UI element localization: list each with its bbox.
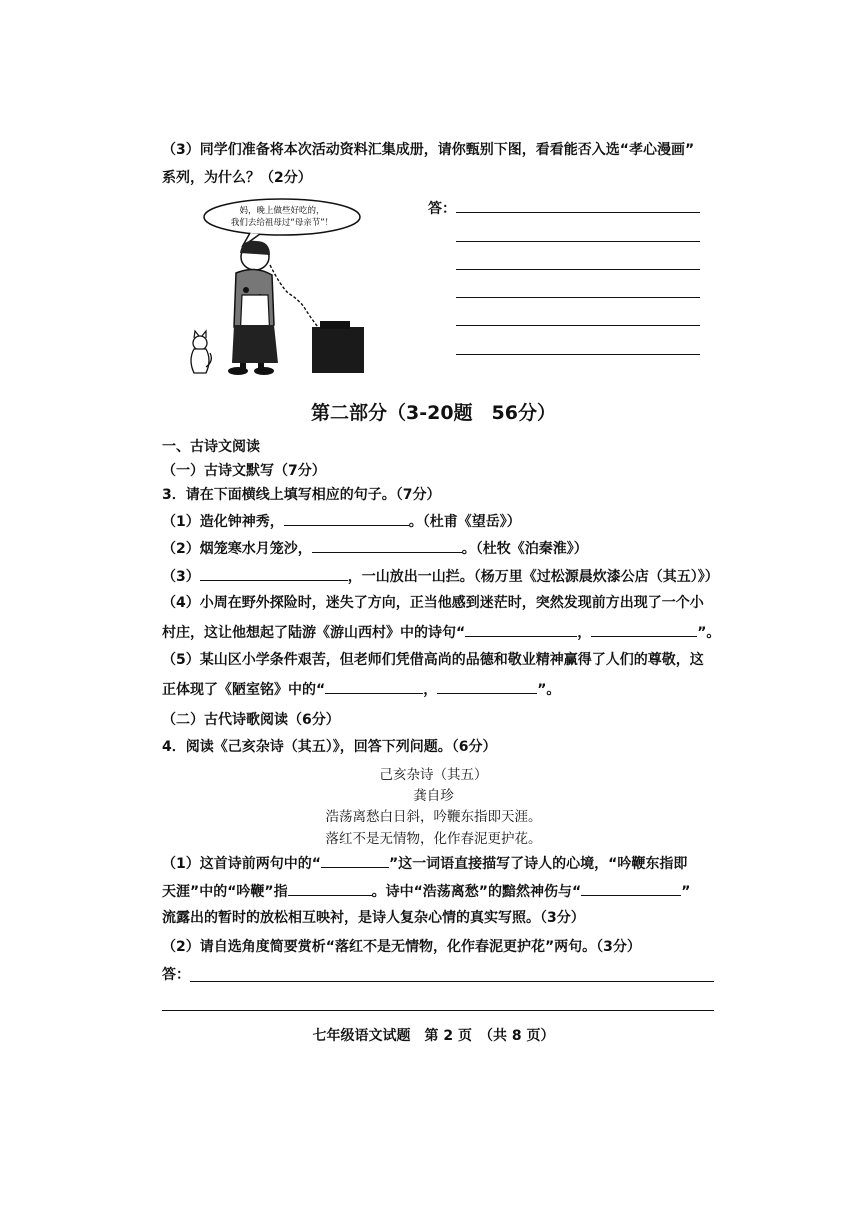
q4-p1-b: ”这一词语直接描写了诗人的心境，“吟鞭东指即 xyxy=(388,856,688,872)
q3-stem: 3．请在下面横线上填写相应的句子。（7分） xyxy=(162,487,441,503)
q4-p1-d: 。诗中“浩荡离愁”的黯然神伤与“ xyxy=(371,884,582,900)
q4-answer-label: 答： xyxy=(162,967,190,983)
item3 xyxy=(162,566,719,586)
poem-title: 己亥杂诗（其五） xyxy=(379,767,488,783)
item2-pre: （2）烟笼寒水月笼沙， xyxy=(162,541,312,557)
q4-p1-line2 xyxy=(162,881,690,901)
item5-end: ”。 xyxy=(537,682,561,698)
poem-author: 龚自珍 xyxy=(413,788,454,804)
item5-line1: （5）某山区小学条件艰苦，但老师们凭借高尚的品德和敬业精神赢得了人们的尊敬，这 xyxy=(162,652,704,668)
sub2-title: （二）古代诗歌阅读（6分） xyxy=(162,712,340,728)
part2-title: 第二部分（3-20题 56分） xyxy=(311,402,556,424)
answer-line[interactable] xyxy=(162,1010,714,1011)
blank-q4-yinbian[interactable] xyxy=(288,881,372,896)
sub1-title: （一）古诗文默写（7分） xyxy=(162,463,326,479)
poem-line2: 落红不是无情物，化作春泥更护花。 xyxy=(325,831,542,847)
q3-prompt-line2: 系列，为什么？（2分） xyxy=(162,170,312,186)
answer-line[interactable] xyxy=(190,981,714,982)
q4-p2: （2）请自选角度简要赏析“落红不是无情物，化作春泥更护花”两句。（3分） xyxy=(162,939,641,955)
q4-p1-line1 xyxy=(162,853,687,873)
q4-stem: 4．阅读《己亥杂诗（其五）》，回答下列问题。（6分） xyxy=(162,739,497,755)
answer-line[interactable] xyxy=(456,354,700,355)
blank-item5a[interactable] xyxy=(325,679,423,694)
item5-line2 xyxy=(162,679,560,699)
blank-item4b[interactable] xyxy=(591,622,697,637)
bubble-text-1: 妈，晚上做些好吃的， xyxy=(239,206,325,216)
item2 xyxy=(162,538,588,558)
item4-end: ”。 xyxy=(697,625,721,641)
answer-line[interactable] xyxy=(456,269,700,270)
item4-pre: 村庄，这让他想起了陆游《游山西村》中的诗句“ xyxy=(162,625,466,641)
mother-phone-cartoon xyxy=(180,195,370,380)
blank-item2[interactable] xyxy=(312,538,462,553)
item4-line1: （4）小周在野外探险时，迷失了方向，正当他感到迷茫时，突然发现前方出现了一个小 xyxy=(162,595,704,611)
blank-item4a[interactable] xyxy=(465,622,577,637)
section1-title: 一、古诗文阅读 xyxy=(162,439,260,455)
page-footer: 七年级语文试题 第 2 页 （共 8 页） xyxy=(312,1028,555,1044)
poem-line1: 浩荡离愁白日斜，吟鞭东指即天涯。 xyxy=(325,809,542,825)
blank-q4-word[interactable] xyxy=(321,853,389,868)
item5-pre: 正体现了《陋室铭》中的“ xyxy=(162,682,326,698)
q4-p1-c: 天涯”中的“吟鞭”指 xyxy=(162,884,288,900)
q3-prompt-line1: （3）同学们准备将本次活动资料汇集成册，请你甄别下图，看看能否入选“孝心漫画” xyxy=(162,142,695,158)
item2-post: 。（杜牧《泊秦淮》） xyxy=(461,541,588,557)
item1 xyxy=(162,511,521,531)
answer-line[interactable] xyxy=(456,325,700,326)
answer-line[interactable] xyxy=(456,241,700,242)
q4-p1-a: （1）这首诗前两句中的“ xyxy=(162,856,321,872)
item3-pre: （3） xyxy=(162,569,200,585)
answer-line[interactable] xyxy=(456,297,700,298)
q4-p1-e: ” xyxy=(681,884,691,900)
blank-q4-contrast[interactable] xyxy=(581,881,681,896)
item1-post: 。（杜甫《望岳》） xyxy=(408,514,521,530)
blank-item1[interactable] xyxy=(284,511,409,526)
item4-line2 xyxy=(162,622,720,642)
item5-mid: ， xyxy=(423,682,438,698)
bubble-text-2: 我们去给祖母过“母亲节”！ xyxy=(230,218,334,228)
item4-mid: ， xyxy=(577,625,592,641)
q4-p1-line3: 流露出的暂时的放松相互映衬，是诗人复杂心情的真实写照。（3分） xyxy=(162,910,585,926)
item3-post: ，一山放出一山拦。（杨万里《过松源晨炊漆公店（其五）》） xyxy=(347,569,719,585)
item1-pre: （1）造化钟神秀， xyxy=(162,514,284,530)
blank-item5b[interactable] xyxy=(437,679,537,694)
blank-item3[interactable] xyxy=(200,566,348,581)
answer-line[interactable] xyxy=(456,212,700,213)
q3-answer-label: 答： xyxy=(428,201,456,217)
